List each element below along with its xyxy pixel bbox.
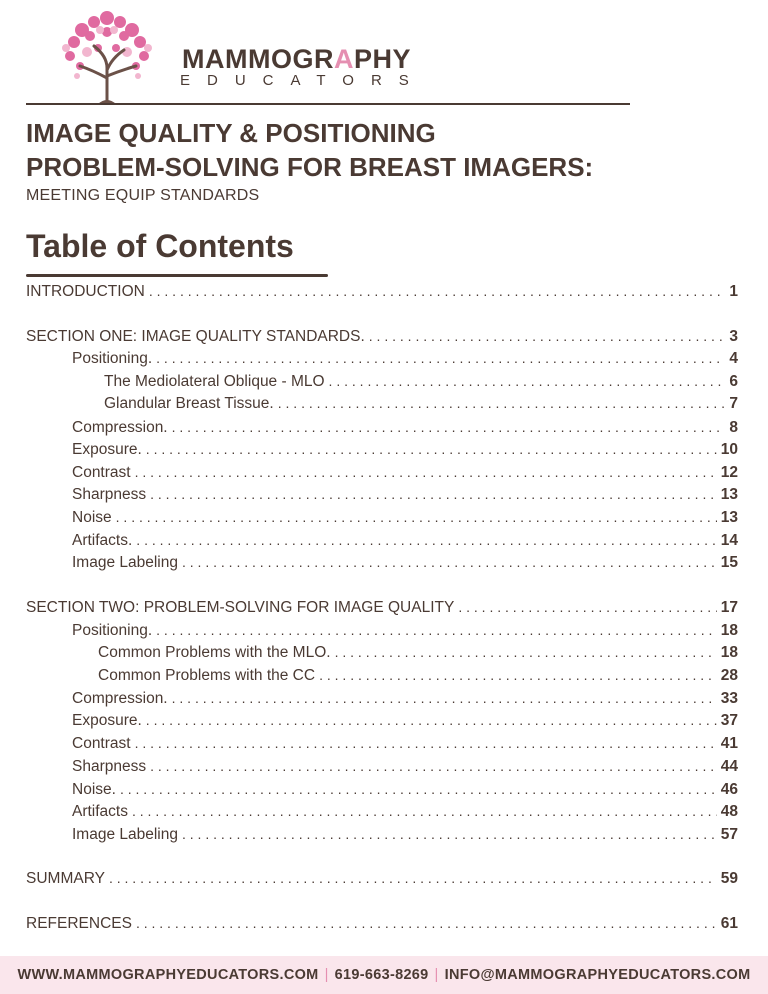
toc-entry-page: 18 [720,644,738,661]
toc-entry-label: Noise [72,509,112,526]
toc-entry-page: 13 [720,509,738,526]
toc-entry-page: 17 [720,599,738,616]
toc-entry-page: 12 [720,464,738,481]
toc-entry[interactable] [72,690,738,712]
toc-entry-page: 1 [729,283,738,300]
toc-leader-dots [150,758,717,774]
toc-entry-page: 3 [729,328,738,345]
toc-entry[interactable] [72,735,738,757]
footer-email[interactable]: INFO@MAMMOGRAPHYEDUCATORS.COM [444,967,751,983]
toc-leader-dots [146,712,717,728]
toc-leader-dots [335,644,717,660]
toc-entry[interactable] [104,373,738,395]
toc-entry[interactable] [26,915,738,937]
footer-separator: | [324,967,329,983]
toc-entry-label: Common Problems with the CC [98,667,316,684]
toc-entry-label: SECTION ONE: IMAGE QUALITY STANDARDS. [26,328,365,345]
toc-leader-dots [319,667,717,683]
toc-entry-page: 7 [729,395,738,412]
toc-entry-page: 10 [720,441,738,458]
toc-entry[interactable] [26,599,738,621]
footer-website[interactable]: WWW.MAMMOGRAPHYEDUCATORS.COM [17,967,319,983]
toc-entry-label: SECTION TWO: PROBLEM-SOLVING FOR IMAGE QUALITY [26,599,455,616]
toc-entry-page: 57 [720,826,738,843]
toc-leader-dots [135,464,717,480]
toc-entry-page: 18 [720,622,738,639]
toc-entry-page: 15 [720,554,738,571]
toc-leader-dots [329,373,726,389]
title-line-1: IMAGE QUALITY & POSITIONING [26,118,436,148]
document-subtitle: MEETING EQUIP STANDARDS [26,187,260,204]
ribbon-icon: A [333,44,354,74]
toc-entry-page: 6 [729,373,738,390]
toc-entry-page: 59 [720,870,738,887]
toc-entry-label: Exposure. [72,441,142,458]
toc-leader-dots [149,283,726,299]
toc-entry[interactable] [98,644,738,666]
toc-entry-label: REFERENCES [26,915,132,932]
toc-entry-page: 44 [720,758,738,775]
toc-entry[interactable] [72,350,738,372]
toc-entry-page: 13 [720,486,738,503]
toc-entry[interactable] [72,622,738,644]
toc-leader-dots [120,781,717,797]
toc-entry-label: Common Problems with the MLO. [98,644,331,661]
footer-separator: | [434,967,439,983]
toc-entry-label: Compression. [72,690,168,707]
toc-entry-label: Image Labeling [72,826,178,843]
toc-entry-label: Sharpness [72,486,147,503]
toc-entry-page: 14 [720,532,738,549]
title-line-2: PROBLEM-SOLVING FOR BREAST IMAGERS: [26,152,594,182]
toc-heading: Table of Contents [26,228,294,264]
toc-entry[interactable] [72,509,738,531]
toc-entry-label: Exposure. [72,712,142,729]
toc-entry-label: SUMMARY [26,870,105,887]
toc-entry[interactable] [72,712,738,734]
tree-icon [52,8,162,108]
toc-leader-dots [136,532,716,548]
toc-entry-label: Positioning. [72,350,153,367]
footer-bar [0,956,768,994]
toc-leader-dots [172,419,726,435]
toc-entry[interactable] [98,667,738,689]
toc-entry[interactable] [72,464,738,486]
toc-underline [26,274,328,277]
toc-entry[interactable] [26,870,738,892]
toc-entry[interactable] [72,532,738,554]
toc-entry[interactable] [26,328,738,350]
toc-leader-dots [458,599,716,615]
toc-entry-page: 46 [720,781,738,798]
toc-leader-dots [135,735,717,751]
toc-entry[interactable] [72,419,738,441]
toc-entry-page: 41 [720,735,738,752]
top-divider [26,103,630,105]
toc-entry-label: Compression. [72,419,168,436]
toc-leader-dots [146,441,717,457]
toc-entry-label: The Mediolateral Oblique - MLO [104,373,325,390]
toc-entry[interactable] [72,758,738,780]
toc-entry-page: 33 [720,690,738,707]
brand-subname: EDUCATORS [180,72,426,89]
toc-entry-page: 4 [729,350,738,367]
toc-leader-dots [172,690,717,706]
toc-entry[interactable] [72,554,738,576]
toc-entry-label: Noise. [72,781,116,798]
toc-entry-page: 8 [729,419,738,436]
toc-leader-dots [156,622,717,638]
toc-entry-label: Contrast [72,735,131,752]
toc-entry-label: Image Labeling [72,554,178,571]
toc-entry-label: Positioning. [72,622,153,639]
toc-entry-label: Contrast [72,464,131,481]
logo [52,8,426,108]
toc-entry-page: 48 [720,803,738,820]
toc-leader-dots [136,915,717,931]
toc-entry[interactable] [104,395,738,417]
toc-entry-page: 61 [720,915,738,932]
document-title [26,116,756,184]
toc-leader-dots [116,509,717,525]
toc-leader-dots [369,328,726,344]
toc-entry-label: Glandular Breast Tissue. [104,395,274,412]
toc-entry[interactable] [72,781,738,803]
toc-entry-page: 28 [720,667,738,684]
toc-entry[interactable] [72,803,738,825]
footer-phone[interactable]: 619-663-8269 [334,967,429,983]
toc-entry[interactable] [72,441,738,463]
toc-entry[interactable] [72,826,738,848]
toc-entry[interactable] [26,283,738,305]
toc-entry-label: Sharpness [72,758,147,775]
brand-name: MAMMOGRAPHY [182,44,412,74]
toc-entry-label: INTRODUCTION [26,283,145,300]
toc-leader-dots [278,395,726,411]
toc-leader-dots [182,554,717,570]
toc-leader-dots [156,350,725,366]
toc-leader-dots [132,803,717,819]
toc-leader-dots [182,826,717,842]
toc-entry-label: Artifacts [72,803,128,820]
toc-entry[interactable] [72,486,738,508]
toc-leader-dots [150,486,717,502]
toc-entry-label: Artifacts. [72,532,133,549]
toc-leader-dots [109,870,717,886]
toc-entry-page: 37 [720,712,738,729]
